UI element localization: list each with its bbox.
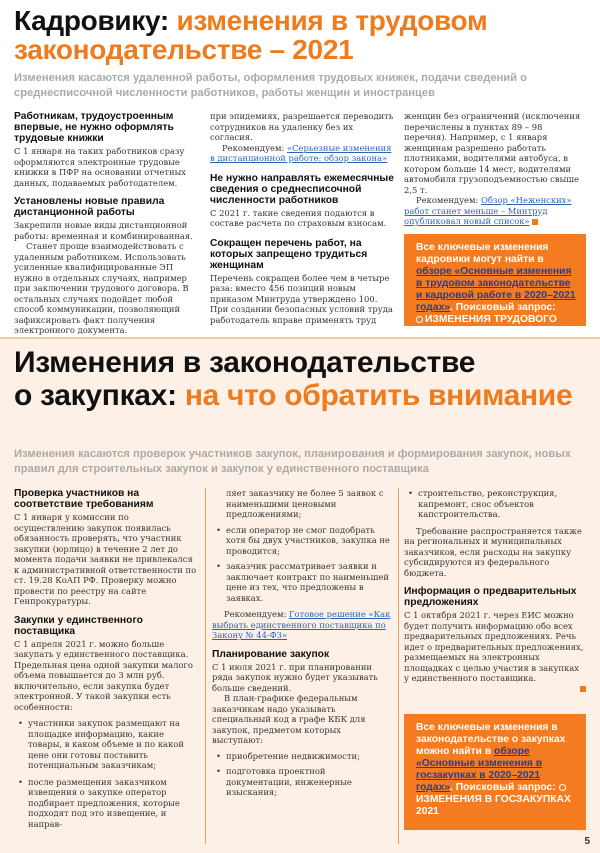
section2-column-1	[14, 488, 199, 829]
search-label: Поисковый запрос:	[455, 782, 556, 793]
procurement-review-link[interactable]: обзоре «Основные изменения в госзакупках в 2020–2021 годах»	[416, 746, 543, 793]
section1-title-black: Кадровику:	[14, 5, 169, 36]
remote-work-link[interactable]: «Серьезные изменения в дистанционной работе: обзор закона»	[210, 142, 392, 163]
page-number: 5	[584, 836, 590, 847]
search-icon	[416, 316, 423, 323]
paragraph: при эпидемиях, разрешается переводить сотрудников на удаленку без их согласия.	[210, 111, 394, 142]
paragraph: Перечень сокращен более чем в четыре раза: вместо 456 позиций новым приказом Минтруда утверждено 100. При создании безопасных условий труда работодатель вправе применять труд	[210, 272, 393, 325]
section1-lead: Изменения касаются удаленной работы, оформления трудовых книжек, подачи сведений о среднесписочной численности работников, работы женщин и иностранцев	[14, 72, 527, 99]
paragraph: С 1 января у комиссии по осуществлению закупок появилась обязанность проверять, что участник закупки (юрлицо) в течение 2 лет до момента подачи заявки не привлекался к административной ответственности по ст. 19.28 КоАП РФ. Проверку можно провести по реестру на сайте Генпрокуратуры.	[14, 512, 197, 606]
single-supplier-link[interactable]: Готовое решение «Как выбрать единственного поставщика по Закону № 44-ФЗ»	[212, 609, 391, 640]
list-item: • приобретение недвижимости;	[212, 751, 394, 762]
section2-title-black-1: Изменения в законодательстве	[14, 346, 476, 379]
section2-title	[14, 346, 572, 412]
section1-column-2	[210, 111, 394, 325]
section1-title-orange-2: законодательстве – 2021	[14, 34, 354, 65]
end-mark-icon	[580, 686, 586, 692]
paragraph: С 1 января на таких работников сразу оформляются электронные трудовые книжки в ПФР на основании отчетных данных, подаваемых работодателем.	[14, 146, 186, 188]
end-mark-icon	[532, 219, 538, 225]
labor-review-link[interactable]: обзоре «Основные изменения в трудовом законодательстве и кадровой работе в 2020–2021 годах»	[416, 266, 576, 313]
article-heading: Планирование закупок	[212, 648, 330, 660]
article-heading: Информация о предварительных предложениях	[404, 586, 577, 608]
section1-column-1	[14, 111, 201, 346]
search-label: Поисковый запрос:	[455, 302, 556, 313]
paragraph: Требование распространяется также на региональных и муниципальных заказчиков, если расходы на закупку субсидируются из федерального бюджета.	[404, 525, 582, 578]
list-item: • участники закупок размещают на площадке информацию, какие товары, в каком объеме и по какой цене они готовы поставить потенциальным заказчикам;	[14, 718, 199, 771]
section1-promo-box: Все ключевые изменения кадровики могут найти в обзоре «Основные изменения в трудовом законодательстве и кадровой работе в 2020–2021 годах». Поисковый запрос: ИЗМЕНЕНИЯ ТРУДОВОГО ЗАКОНОДАТЕЛЬСТВА 2021	[404, 234, 586, 326]
list-item: • заказчик рассматривает заявки и заключает контракт по наименьшей цене из тех, что предложены в заявках.	[212, 561, 394, 603]
section2-column-3	[404, 488, 586, 694]
section2-column-2	[212, 488, 394, 798]
column-divider	[398, 488, 399, 844]
paragraph: ляет заказчику не более 5 заявок с наименьшими ценовыми предложениями;	[226, 488, 384, 519]
recommend-label: Рекомендуем:	[224, 609, 287, 619]
search-query[interactable]: ИЗМЕНЕНИЯ ТРУДОВОГО ЗАКОНОДАТЕЛЬСТВА 2021	[416, 314, 557, 337]
search-icon	[559, 784, 566, 791]
paragraph: В план-графике федеральным заказчикам надо указывать специальный код в графе КБК для закупок, предметом которых выступают:	[212, 693, 366, 745]
section2-lead: Изменения касаются проверок участников закупок, планирования и формирования закупок, новых правил для строительных закупок и закупок у единственного поставщика	[14, 448, 572, 475]
paragraph: С 1 июля 2021 г. при планировании ряда закупок нужно будет указывать больше сведений.	[212, 661, 378, 693]
section2-title-orange: на что обратить внимание	[184, 379, 573, 412]
paragraph: С 1 апреля 2021 г. можно больше закупать у единственного поставщика. Предельная цена одной закупки малого объема повышается до 3 млн руб. включительно, если закупка будет электронной. У такой закупки есть особенности:	[14, 638, 193, 712]
promo-text: Все ключевые изменения кадровики могут найти в	[416, 242, 549, 265]
paragraph: С 2021 г. такие сведения подаются в составе расчета по страховым взносам.	[210, 207, 387, 228]
list-item: • подготовка проектной документации, инженерные изыскания;	[212, 766, 394, 798]
promo-text: Все ключевые изменения в законодательстве о закупках можно найти в	[416, 722, 566, 757]
list-item: • строительство, реконструкция, капремонт, снос объектов капстроительства.	[404, 488, 586, 520]
article-heading: Закупки у единственного поставщика	[14, 614, 143, 637]
recommend-label: Рекомендуем:	[222, 142, 285, 153]
section1-column-3	[404, 111, 586, 227]
paragraph: С 1 октября 2021 г. через ЕИС можно будет получить информацию обо всех предварительных предложениях. Речь идет о предварительных предложениях, размещаемых на электронных площадках с целью участия в закупках у единственного поставщика.	[404, 610, 584, 683]
article-heading: Работникам, трудоустроенным впервые, не нужно оформлять трудовые книжки	[14, 111, 174, 144]
column-divider	[205, 488, 206, 844]
article-heading: Не нужно направлять ежемесячные сведения о среднесписочной численности работников	[210, 172, 394, 206]
search-query[interactable]: ИЗМЕНЕНИЯ В ГОСЗАКУПКАХ 2021	[416, 794, 571, 817]
women-jobs-link[interactable]: Обзор «Неженских» работ станет меньше – Минтруд опубликовал новый список»	[404, 195, 572, 226]
article-heading: Проверка участников на соответствие требованиям	[14, 488, 154, 510]
section2-promo-box: Все ключевые изменения в законодательстве о закупках можно найти в обзоре «Основные изменения в госзакупках в 2020–2021 годах». Поисковый запрос: ИЗМЕНЕНИЯ В ГОСЗАКУПКАХ 2021	[404, 714, 586, 830]
article-heading: Установлены новые правила дистанционной работы	[14, 196, 165, 218]
paragraph: женщин без ограничений (исключения перечислены в пунктах 89 – 98 перечня). Например, с 1 января женщинам разрешено работать плотниками, водителями автобуса, в котором больше 14 мест, водителями автомобиля грузоподъемностью свыше 2,5 т.	[404, 111, 581, 195]
list-item: • если оператор не смог подобрать хотя бы двух участников, закупка не проводится;	[212, 525, 394, 557]
article-heading: Сокращен перечень работ, на которых запрещено трудиться женщинам	[210, 237, 368, 271]
recommend-label: Рекомендуем:	[416, 195, 479, 205]
list-item: • после размещения заказчиком извещения о закупке оператор подбирает предложения, которые подходят под это извещение, и направ-	[14, 777, 199, 830]
section1-title	[14, 6, 487, 64]
section2-title-black-2: о закупках:	[14, 379, 177, 412]
paragraph: Закрепили новые виды дистанционной работы: временная и комбинированная.	[14, 220, 193, 241]
section1-title-orange-1: изменения в трудовом	[176, 5, 488, 36]
paragraph: Станет проще взаимодействовать с удаленным работником. Использовать усиленные квалифицированные ЭП нужно в отдельных случаях, например при заключении трудового договора. В остальных случаях подойдет любой способ коммуникации, позволяющий зафиксировать факт получения электронного документа.	[14, 241, 189, 335]
